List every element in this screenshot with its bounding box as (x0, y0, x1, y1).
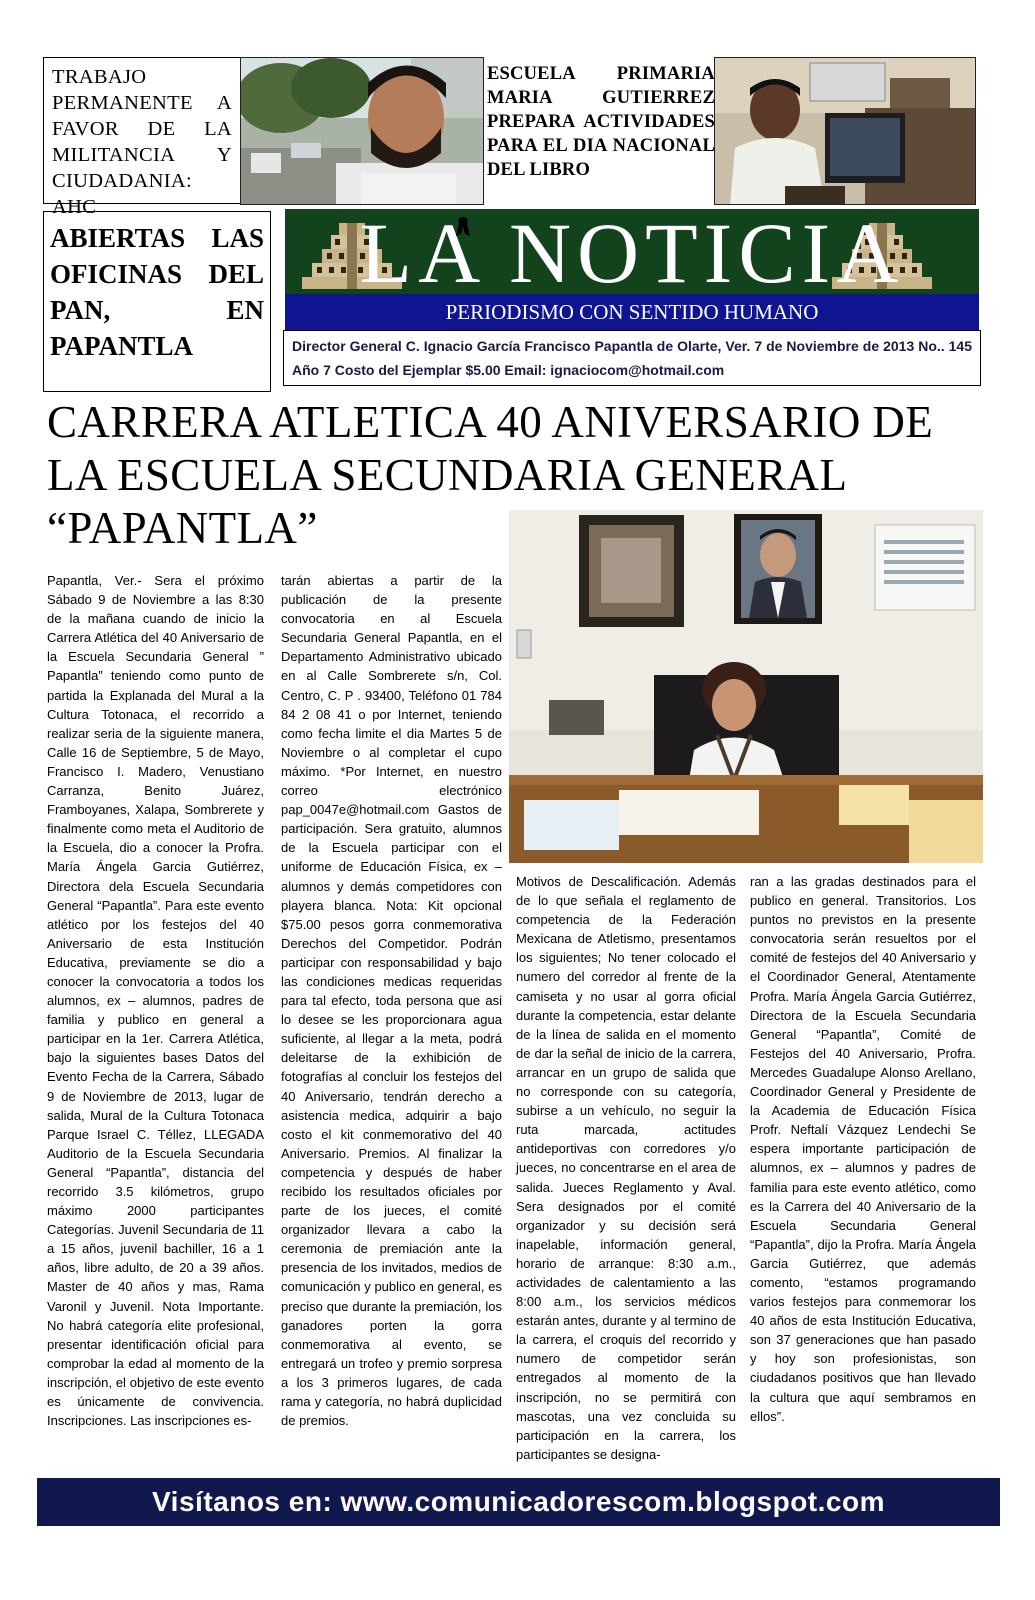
article-column-4 (750, 872, 976, 1426)
article-column-1 (47, 571, 264, 1430)
teaser-left-box (43, 57, 241, 218)
footer-banner[interactable]: Visítanos en: www.comunicadorescom.blogspot.com (37, 1478, 1000, 1526)
mourning-ribbon-icon (455, 215, 471, 237)
article-column-2 (281, 571, 502, 1430)
man-desk-photo (715, 58, 976, 205)
article-photo (509, 510, 983, 863)
article-text: Motivos de Descalificación. Además de lo que señala el reglamento de competencia de la Federación Mexicana de Atletismo, presentamos los siguientes; No tener colocado el numero del corredor al frente de la camiseta y no usar al gorra oficial durante la competencia, estar delante de la línea de salida en el momento de dar la señal de inicio de la carrera, arrancar en un grupo de salida que no corresponde con su categoría, subirse a un vehículo, no seguir la ruta marcada, actitudes antideportivas con corredores y/o jueces, no concentrarse en el area de salida. Jueces Reglamento y Aval. Sera designados por el comité organizador y su decisión será inapelable, información general, horario de arranque: 8:30 a.m., actividades de calentamiento a las 8:00 a.m., los servicios médicos estarán antes, durante y al termino de la carrera, el croquis del recorrido y numero de competidor serán entregados al momento de la inscripción, no se permitirá con mascotas, una vez concluida su participación en la carrera, los participantes se designa- (516, 874, 736, 1462)
article-column-3 (516, 872, 736, 1464)
article-text: ran a las gradas destinados para el publico en general. Transitorios. Los puntos no previstos en la presente convocatoria serán resueltos por el comité de festejos del 40 Aniversario y el Coordinador General, Atentamente Profra. María Ángela Garcia Gutiérrez, Directora de la Escuela Secundaria General “Papantla”, Comité de Festejos del 40 Aniversario, Profra. Mercedes Guadalupe Alonso Arellano, Coordinador General y Presidente de la Academia de Educación Física Profr. Neftalí Vázquez Lendechi Se espera importante participación de alumnos, ex – alumnos y padres de familia para este evento atlético, como es la Carrera del 40 Aniversario de la Escuela Secundaria General “Papantla”, dijo la Profra. María Ángela Garcia Gutiérrez, que además comento, “estamos programando varios festejos para conmemorar los 40 años de esta Institución Educativa, son 37 generaciones que han pasado y hoy son profesionistas, son ciudadanos positivos que han llevado la cultura que aquí sembramos en ellos”. (750, 874, 976, 1424)
article-text: tarán abiertas a partir de la publicación de la presente convocatoria en al Escuela Secundaria General Papantla, en el Departamento Administrativo ubicado en al Calle Sombrerete s/n, Col. Centro, C. P . 93400, Teléfono 01 784 84 2 08 41 o por Internet, teniendo como fecha limite el dia Martes 5 de Noviembre o al completar el cupo máximo. *Por Internet, en nuestro correo electrónico pap_0047e@hotmail.com Gastos de participación. Sera gratuito, alumnos de la Escuela participar con el uniforme de Educación Física, ex – alumnos y demás competidores con playera blanca. Nota: Kit opcional $75.00 pesos gorra conmemorativa Derechos del Competidor. Podrán participar con responsabilidad y bajo las condiciones medicas requeridas para tal efecto, toda persona que asi lo desee se les proporcionara agua suficiente, al llegar a la meta, podrá deleitarse de la exhibición de fotografías al concluir los festejos del 40 Aniversario, tendrán derecho a asistencia medica, adquirir a bajo costo el kit conmemorativo del 40 Aniversario. Premios. Al finalizar la competencia y después de haber recibido los resultados oficiales por parte de los jueces, el comité organizador llevara a cabo la ceremonia de premiación ante la presencia de los invitados, medios de comunicación y publico en general, es preciso que durante la premiación, los ganadores porten la gorra conmemorativa al evento, se entregará un trofeo y premio sorpresa a los 3 primeros lugares, de cada rama y categoría, no habrá duplicidad de premios. (281, 573, 502, 1429)
side-headline-box (43, 211, 271, 392)
main-headline: CARRERA ATLETICA 40 ANIVERSARIO DE LA ESCUELA SECUNDARIA GENERAL “PAPANTLA” (47, 397, 934, 553)
teaser-right-photo (714, 57, 976, 205)
article-text: Papantla, Ver.- Sera el próximo Sábado 9 de Noviembre a las 8:30 de la mañana cuando de inicio la Carrera Atlética del 40 Aniversario de la Escuela Secundaria General ” Papantla” teniendo como punto de partida la Explanada del Mural a la Cultura Totonaca, el recorrido a realizar seria de la siguiente manera, Calle 16 de Septiembre, 5 de Mayo, Francisco I. Madero, Venustiano Carranza, Benito Juárez, Framboyanes, Xalapa, Sombrerete y finalmente como meta el Auditorio de la Escuela, dio a conocer la Profra. María Ángela Garcia Gutiérrez, Directora dela Escuela Secundaria General “Papantla”. Para este evento atlético por los festejos del 40 Aniversario de esta Institución Educativa, previamente se dio a conocer la convocatoria a todos los alumnos, ex – alumnos, padres de familia y publico en general a participar en la 1er. Carrera Atlética, bajo la siguientes bases Datos del Evento Fecha de la Carrera, Sábado 9 de Noviembre de 2013, lugar de salida, Mural de la Cultura Totonaca Parque Israel C. Téllez, LLEGADA Auditorio de la Escuela Secundaria General “Papantla”, distancia del recorrido 3.5 kilómetros, grupo máximo 2000 participantes Categorías. Juvenil Secundaria de 11 a 15 años, juvenil bachiller, 16 a 1 años, libre adulto, de 20 a 39 años. Master de 40 años y mas, Rama Varonil y Juvenil. Nota Importante. No habrá categoría elite profesional, presentar identificación oficial para comprobar la edad al momento de la inscripción, el objetivo de este evento es únicamente de convivencia. Inscripciones. Las inscripciones es- (47, 573, 264, 1429)
man-street-photo (241, 58, 484, 205)
teaser-left-photo (240, 57, 484, 205)
masthead (285, 209, 979, 294)
side-headline: ABIERTAS LAS OFICINAS DEL PAN, EN PAPANTLA (50, 223, 264, 361)
newspaper-title: LA NOTICIA (359, 209, 905, 294)
tagline: PERIODISMO CON SENTIDO HUMANO (285, 294, 979, 330)
teaser-left-headline: TRABAJO PERMANENTE A FAVOR DE LA MILITANCIA Y CIUDADANIA: AHC (52, 66, 232, 218)
teaser-right-headline: ESCUELA PRIMARIA MARIA GUTIERREZ PREPARA ACTIVIDADES PARA EL DIA NACIONAL DEL LIBRO (487, 64, 715, 180)
edition-info: Director General C. Ignacio García Francisco Papantla de Olarte, Ver. 7 de Noviembre de 2013 No.. 145 Año 7 Costo del Ejemplar $5.00 Email: ignaciocom@hotmail.com (283, 330, 981, 386)
director-office-photo (509, 510, 983, 863)
